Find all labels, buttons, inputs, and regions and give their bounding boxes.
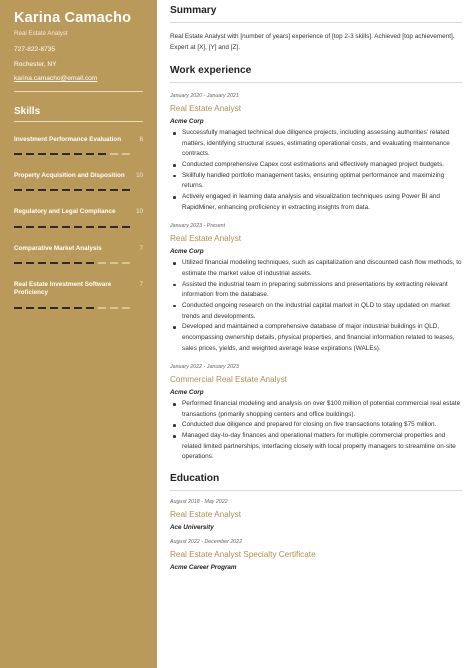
skill-name: Regulatory and Legal Compliance <box>14 208 116 216</box>
skill-rating-dash <box>74 262 82 264</box>
candidate-name: Karina Camacho <box>14 10 132 26</box>
skill-rating-dash <box>38 153 46 155</box>
job-bullet: Skillfully handled portfolio management tasks, ensuring optimal performance and maximizing returns. <box>170 171 462 192</box>
skill-rating-dash <box>110 153 118 155</box>
skill-name: Property Acquisition and Disposition <box>14 172 125 180</box>
skill-item <box>14 236 143 272</box>
location: Rochester, NY <box>14 60 57 68</box>
job-dates: January 2020 - January 2021 <box>170 93 239 99</box>
skill-rating-dash <box>110 307 118 309</box>
education-entry <box>170 499 462 531</box>
job-title: Real Estate Analyst <box>170 104 241 113</box>
skill-rating-dash <box>62 307 70 309</box>
skill-rating-dash <box>98 153 106 155</box>
education-section <box>170 473 462 571</box>
skill-rating-dash <box>38 262 46 264</box>
job-dates: January 2022 - January 2023 <box>170 364 239 371</box>
skill-rating-dash <box>98 226 106 228</box>
skill-rating-dash <box>14 153 22 155</box>
skill-rating-dash <box>62 153 70 155</box>
education-entry <box>170 539 462 571</box>
jobs-list <box>170 93 462 463</box>
skill-level: 7 <box>139 280 143 288</box>
skill-row <box>14 208 143 216</box>
job-dates: January 2023 - Present <box>170 223 226 230</box>
education-heading: Education <box>170 473 220 485</box>
skill-rating-dash <box>110 226 118 228</box>
skill-rating-dash <box>26 153 34 155</box>
main-content <box>157 0 474 668</box>
skill-rating-dash <box>86 262 94 264</box>
company-name: Acme Corp <box>170 118 204 125</box>
skill-rating-dash <box>122 262 130 264</box>
education-dates: August 2018 - May 2022 <box>170 499 228 506</box>
summary-divider <box>170 22 462 23</box>
education-title: Real Estate Analyst <box>170 510 241 520</box>
job-bullet: Successfully managed technical due diligence projects, including assessing authorities' related matters, identifying structural issues, estimating operational costs, and evaluating maintenance contracts. <box>170 128 462 160</box>
skill-rating-dash <box>122 226 130 228</box>
skill-rating-dash <box>98 307 106 309</box>
skill-rating-dash <box>50 307 58 309</box>
skills-divider <box>14 121 143 122</box>
skill-rating-dash <box>14 226 22 228</box>
skill-level: 8 <box>139 135 143 143</box>
skills-list <box>14 127 143 317</box>
skill-rating-dash <box>38 189 46 191</box>
skill-rating-dash <box>14 307 22 309</box>
skill-rating-dash <box>122 189 130 191</box>
skill-rating-dash <box>50 226 58 228</box>
job-bullet: Actively engaged in learning data analysis and visualization techniques using Power BI and RapidMiner, enhancing proficiency in extracting insights from data. <box>170 192 462 213</box>
skill-rating-dash <box>38 307 46 309</box>
job-bullet: Developed and maintained a comprehensive database of major industrial buildings in QLD, encompassing ownership details, physical properties, and financial information related to leases, sales prices, yields, and weighted average lease expirations (WALEs). <box>170 322 462 354</box>
skill-rating-dash <box>86 226 94 228</box>
sidebar <box>0 0 157 668</box>
skill-name: Comparative Market Analysis <box>14 244 102 252</box>
company-name: Acme Corp <box>170 248 204 256</box>
skill-item <box>14 272 143 317</box>
email-link[interactable]: karina.camacho@email.com <box>14 75 98 83</box>
job-bullets <box>170 399 462 463</box>
education-divider <box>170 490 462 491</box>
contact-block <box>14 43 143 87</box>
job-bullet: Utilized financial modeling techniques, such as capitalization and discounted cash flow methods, to estimate the market value of industrial assets. <box>170 258 462 279</box>
skill-rating-dash <box>74 153 82 155</box>
experience-heading: Work experience <box>170 65 252 76</box>
skill-rating-dash <box>74 189 82 191</box>
skill-rating-bar <box>14 153 143 155</box>
skill-item <box>14 199 143 235</box>
skill-name: Real Estate Investment Software Proficiency <box>14 280 112 297</box>
skill-rating-dash <box>62 262 70 264</box>
skill-row <box>14 172 143 180</box>
job-bullet: Performed financial modeling and analysis on over $100 million of potential commercial real estate transactions (primarily shopping centers and office buildings). <box>170 399 462 420</box>
skill-row <box>14 245 143 253</box>
skill-level: 7 <box>139 244 143 252</box>
job-entry <box>170 93 462 213</box>
skill-rating-dash <box>110 262 118 264</box>
skills-heading: Skills <box>14 105 41 117</box>
company-name: Acme Corp <box>170 389 204 397</box>
skill-rating-dash <box>62 189 70 191</box>
sidebar-divider <box>14 91 143 92</box>
skill-rating-dash <box>86 189 94 191</box>
skill-rating-dash <box>98 262 106 264</box>
education-list <box>170 499 462 571</box>
school-name: Acme Career Program <box>170 564 237 572</box>
skill-rating-dash <box>26 189 34 191</box>
skill-rating-dash <box>74 307 82 309</box>
skill-rating-dash <box>14 189 22 191</box>
skill-rating-dash <box>50 153 58 155</box>
job-bullets <box>170 128 462 213</box>
job-entry <box>170 364 462 463</box>
skill-row <box>14 281 143 298</box>
job-entry <box>170 223 462 354</box>
job-bullet: Conducted ongoing research on the industrial capital market in QLD to stay updated on market trends and developments. <box>170 301 462 322</box>
skill-rating-dash <box>26 262 34 264</box>
job-title: Real Estate Analyst <box>170 234 241 244</box>
skill-item <box>14 163 143 199</box>
experience-section <box>170 65 462 463</box>
skill-rating-bar <box>14 307 143 309</box>
skill-rating-bar <box>14 262 143 264</box>
skill-item <box>14 127 143 163</box>
skill-rating-dash <box>74 226 82 228</box>
job-bullet: Assisted the industrial team in preparing submissions and presentations by extracting relevant information from the database. <box>170 280 462 301</box>
skill-rating-bar <box>14 189 143 191</box>
skill-rating-dash <box>86 153 94 155</box>
skill-rating-dash <box>110 189 118 191</box>
skill-name: Investment Performance Evaluation <box>14 135 122 143</box>
skill-rating-dash <box>50 262 58 264</box>
job-bullets <box>170 258 462 354</box>
skill-level: 10 <box>136 208 143 216</box>
skill-rating-dash <box>26 226 34 228</box>
skill-rating-dash <box>50 189 58 191</box>
job-bullet: Conducted comprehensive Capex cost estimations and effectively managed project budgets. <box>170 160 462 171</box>
skill-level: 10 <box>136 172 143 180</box>
experience-divider <box>170 82 462 83</box>
skill-rating-bar <box>14 226 143 228</box>
skill-rating-dash <box>38 226 46 228</box>
skill-rating-dash <box>122 307 130 309</box>
skill-rating-dash <box>14 262 22 264</box>
skill-row <box>14 136 143 144</box>
school-name: Ace University <box>170 524 214 532</box>
phone: 727-822-8735 <box>14 46 56 53</box>
job-title: Commercial Real Estate Analyst <box>170 375 287 385</box>
skill-rating-dash <box>62 226 70 228</box>
summary-heading: Summary <box>170 5 217 16</box>
summary-text: Real Estate Analyst with [number of years] experience of [top 2-3 skills]. Achieved [top achievement]. Expert at [X], [Y] and [Z]. <box>170 33 455 51</box>
job-bullet: Managed day-to-day finances and operational matters for multiple commercial properties and related limited partnerships, interfacing closely with local property managers to streamline on-site operations. <box>170 431 462 463</box>
skill-rating-dash <box>26 307 34 309</box>
candidate-role: Real Estate Analyst <box>14 30 68 37</box>
skill-rating-dash <box>122 153 130 155</box>
job-bullet: Conducted due diligence and prepared for closing on five transactions totaling $75 million. <box>170 420 462 431</box>
skill-rating-dash <box>98 189 106 191</box>
education-title: Real Estate Analyst Specialty Certificate <box>170 550 316 560</box>
education-dates: August 2022 - December 2022 <box>170 539 243 546</box>
skill-rating-dash <box>86 307 94 309</box>
